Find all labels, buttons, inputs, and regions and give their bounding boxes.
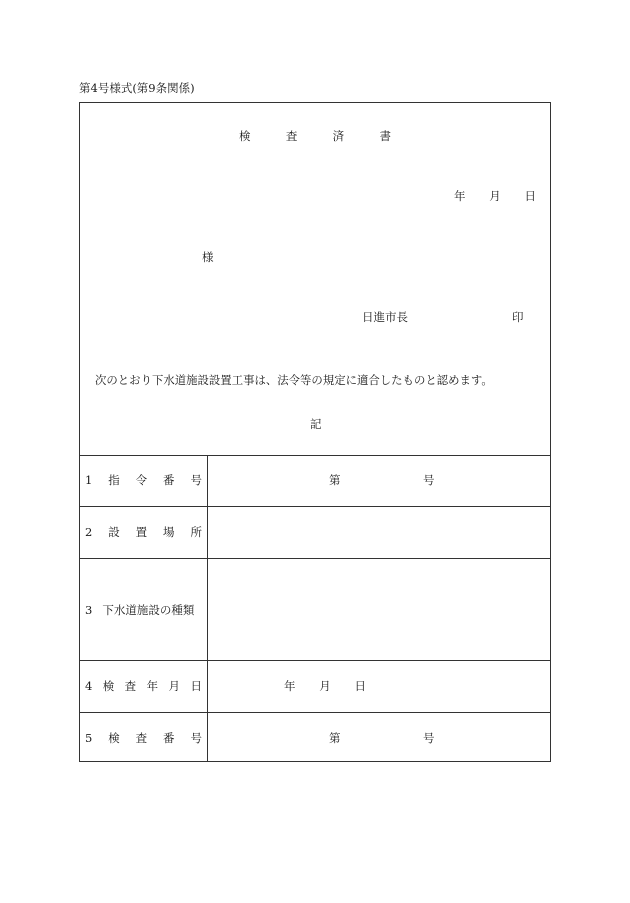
addressee-suffix: 様 xyxy=(202,250,214,264)
column-divider xyxy=(207,455,208,761)
title-char: 検 xyxy=(239,129,251,143)
certificate-form xyxy=(79,102,551,762)
label-char: 号 xyxy=(190,473,202,487)
label-char: 月 xyxy=(168,679,181,693)
directive-number-suffix: 号 xyxy=(423,473,435,487)
issuer-name: 日進市長 xyxy=(362,310,408,324)
document-title xyxy=(239,129,391,143)
label-char: 年 xyxy=(146,679,159,693)
label-char: 設 xyxy=(108,525,120,539)
date-day: 日 xyxy=(354,679,366,693)
label-char: 場 xyxy=(163,525,175,539)
label-char: 置 xyxy=(135,525,148,539)
title-char: 書 xyxy=(379,129,391,143)
label-char: 査 xyxy=(135,731,148,745)
label-char: 検 xyxy=(108,731,120,745)
label-char: 日 xyxy=(190,679,202,693)
row-number: 1 xyxy=(85,473,93,487)
label-char: 番 xyxy=(163,731,175,745)
row-label-inspection-date xyxy=(85,679,202,693)
row-label-installation-location xyxy=(85,525,202,539)
label-text: 下水道施設の種類 xyxy=(102,603,195,617)
date-month: 月 xyxy=(319,679,331,693)
inspection-number-suffix: 号 xyxy=(423,731,435,745)
date-year: 年 xyxy=(454,189,466,203)
date-month: 月 xyxy=(489,189,501,203)
row-number: 2 xyxy=(85,525,93,539)
row-number: 3 xyxy=(85,603,93,617)
directive-number-prefix: 第 xyxy=(329,473,341,487)
label-char: 検 xyxy=(102,679,115,693)
date-day: 日 xyxy=(524,189,536,203)
label-char: 令 xyxy=(135,473,148,487)
row-divider xyxy=(80,506,550,507)
row-label-directive-number xyxy=(85,473,202,487)
row-divider xyxy=(80,455,550,456)
row-divider xyxy=(80,558,550,559)
row-label-facility-type xyxy=(85,603,194,617)
label-char: 号 xyxy=(190,731,202,745)
inspection-date-value xyxy=(284,679,366,693)
seal-mark: 印 xyxy=(512,310,524,324)
ki-heading: 記 xyxy=(310,417,322,431)
inspection-number-prefix: 第 xyxy=(329,731,341,745)
title-char: 査 xyxy=(285,129,298,143)
label-char: 査 xyxy=(124,679,137,693)
label-char: 所 xyxy=(190,525,202,539)
label-char: 番 xyxy=(163,473,175,487)
form-number: 第4号様式(第9条関係) xyxy=(79,81,195,95)
date-year: 年 xyxy=(284,679,296,693)
label-char: 指 xyxy=(108,473,120,487)
row-number: 4 xyxy=(85,679,93,693)
certification-statement: 次のとおり下水道施設設置工事は、法令等の規定に適合したものと認めます。 xyxy=(95,373,493,387)
title-char: 済 xyxy=(332,129,345,143)
row-divider xyxy=(80,712,550,713)
row-number: 5 xyxy=(85,731,93,745)
issue-date xyxy=(454,189,536,203)
row-divider xyxy=(80,660,550,661)
row-label-inspection-number xyxy=(85,731,202,745)
